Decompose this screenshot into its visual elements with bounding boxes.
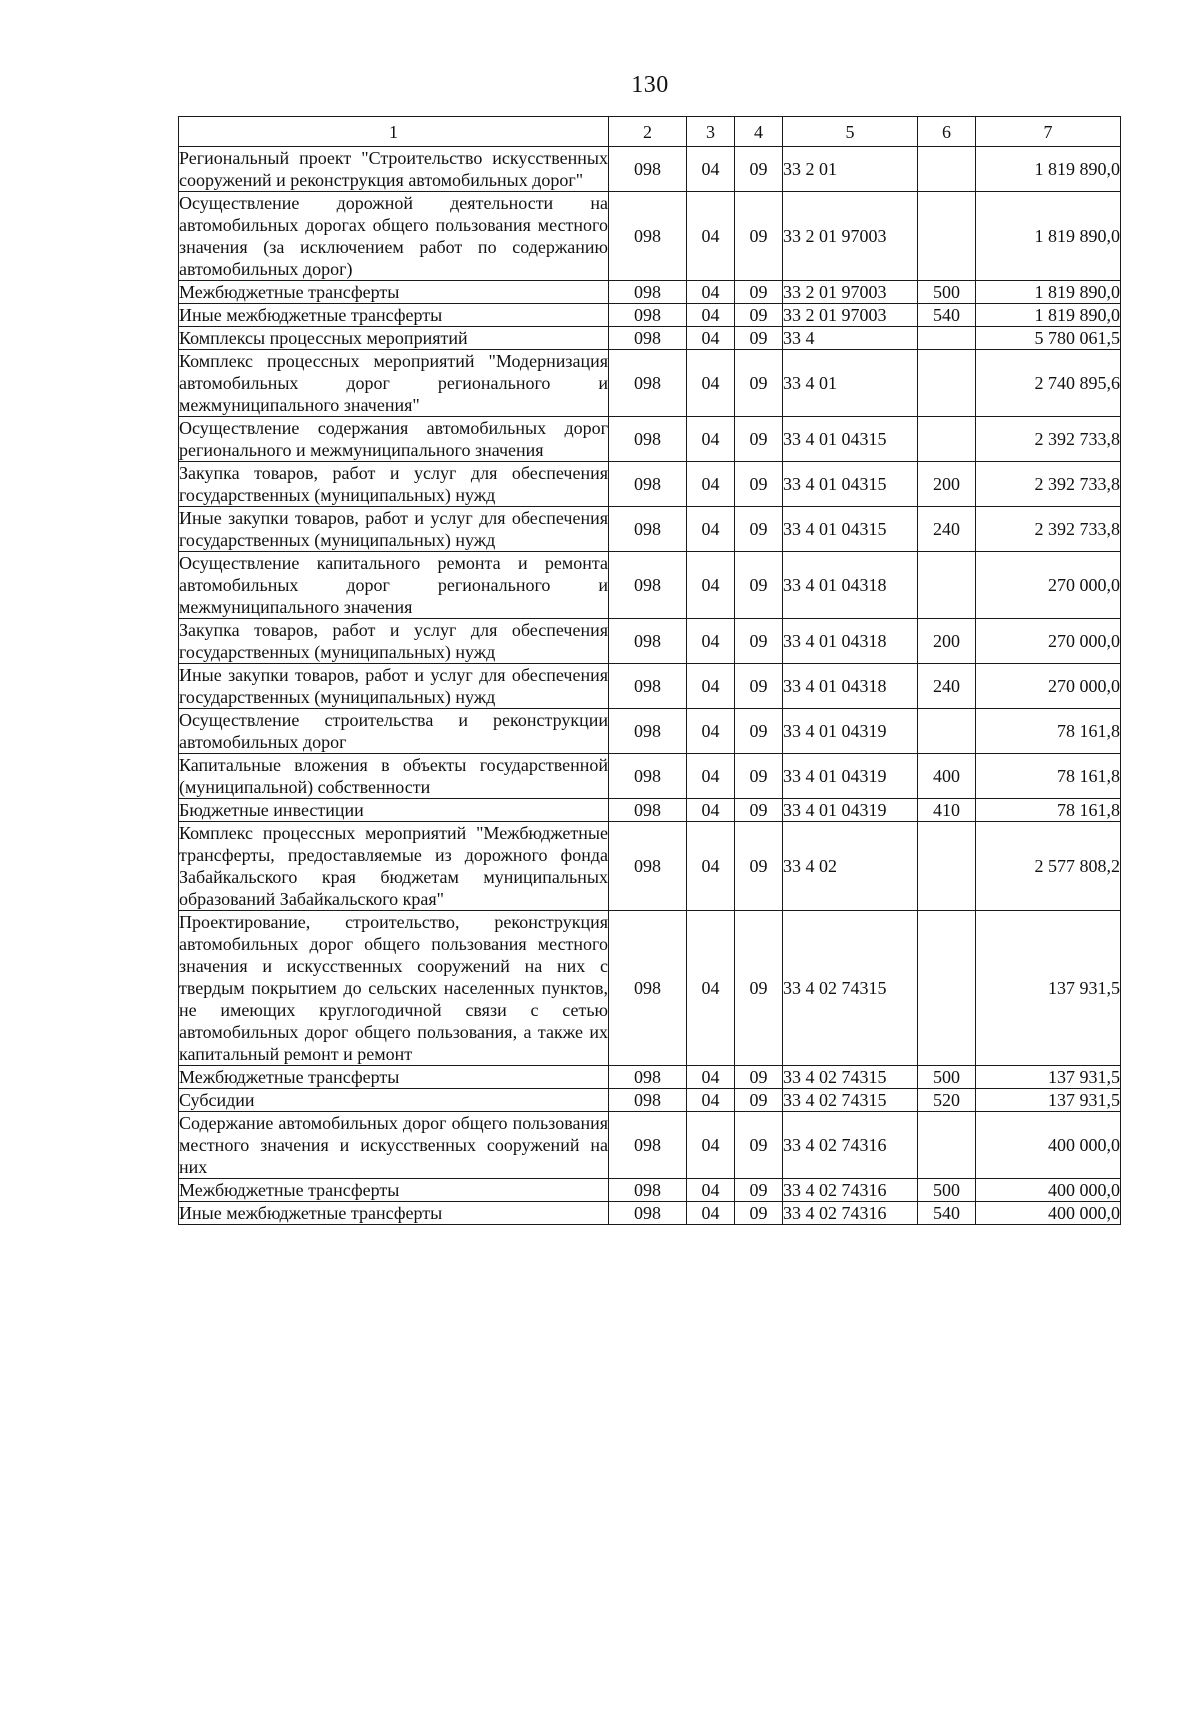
ministry-code-cell: 098	[609, 1202, 687, 1225]
target-article-cell: 33 4 02	[783, 822, 918, 911]
ministry-code-cell: 098	[609, 619, 687, 664]
target-article-cell: 33 4 01 04318	[783, 664, 918, 709]
item-name-cell: Иные закупки товаров, работ и услуг для обеспечения государственных (муниципальных) нужд	[179, 508, 608, 550]
expense-type-cell	[918, 417, 976, 462]
expense-type-cell: 400	[918, 754, 976, 799]
table-row	[179, 552, 1121, 619]
column-number-row	[179, 117, 1121, 147]
target-article-cell: 33 2 01 97003	[783, 192, 918, 281]
column-header: 7	[976, 117, 1121, 147]
ministry-code-cell: 098	[609, 350, 687, 417]
ministry-code-cell: 098	[609, 1089, 687, 1112]
subsection-code-cell: 09	[735, 350, 783, 417]
item-name-cell: Комплекс процессных мероприятий "Модернизация автомобильных дорог регионального и межмуниципального значения"	[179, 351, 608, 415]
column-header: 2	[609, 117, 687, 147]
expense-type-cell: 520	[918, 1089, 976, 1112]
ministry-code-cell: 098	[609, 327, 687, 350]
section-code-cell: 04	[687, 304, 735, 327]
subsection-code-cell: 09	[735, 911, 783, 1066]
table-row	[179, 192, 1121, 281]
expense-type-cell: 500	[918, 1066, 976, 1089]
section-code-cell: 04	[687, 417, 735, 462]
expense-type-cell: 240	[918, 507, 976, 552]
subsection-code-cell: 09	[735, 462, 783, 507]
target-article-cell: 33 4 02 74315	[783, 911, 918, 1066]
expense-type-cell	[918, 709, 976, 754]
item-name-cell: Проектирование, строительство, реконструкция автомобильных дорог общего пользования местного значения и искусственных сооружений на них с твердым покрытием до сельских населенных пунктов, не имеющих круглогодичной связи с сетью автомобильных дорог общего пользования, а также их капитальный ремонт и ремонт	[179, 912, 608, 1064]
subsection-code-cell: 09	[735, 799, 783, 822]
item-name-cell: Межбюджетные трансферты	[179, 1066, 609, 1089]
expense-type-cell: 240	[918, 664, 976, 709]
amount-cell: 137 931,5	[976, 1066, 1121, 1089]
table-row	[179, 417, 1121, 462]
table-row	[179, 327, 1121, 350]
expense-type-cell: 200	[918, 619, 976, 664]
subsection-code-cell: 09	[735, 327, 783, 350]
table-row	[179, 507, 1121, 552]
table-row	[179, 911, 1121, 1066]
expense-type-cell	[918, 147, 976, 192]
subsection-code-cell: 09	[735, 281, 783, 304]
ministry-code-cell: 098	[609, 552, 687, 619]
subsection-code-cell: 09	[735, 147, 783, 192]
target-article-cell: 33 4 01 04319	[783, 754, 918, 799]
item-name-cell: Осуществление дорожной деятельности на автомобильных дорогах общего пользования местного значения (за исключением работ по содержанию автомобильных дорог)	[179, 193, 608, 279]
table-row	[179, 1066, 1121, 1089]
section-code-cell: 04	[687, 664, 735, 709]
target-article-cell: 33 4 02 74316	[783, 1179, 918, 1202]
target-article-cell: 33 4 01 04315	[783, 462, 918, 507]
subsection-code-cell: 09	[735, 1066, 783, 1089]
item-name-cell: Межбюджетные трансферты	[179, 281, 609, 304]
ministry-code-cell: 098	[609, 1179, 687, 1202]
expense-type-cell: 500	[918, 281, 976, 304]
item-name-cell: Осуществление капитального ремонта и ремонта автомобильных дорог регионального и межмуниципального значения	[179, 553, 608, 617]
table-row	[179, 304, 1121, 327]
section-code-cell: 04	[687, 1202, 735, 1225]
expense-type-cell	[918, 192, 976, 281]
item-name-cell: Межбюджетные трансферты	[179, 1179, 609, 1202]
ministry-code-cell: 098	[609, 281, 687, 304]
ministry-code-cell: 098	[609, 911, 687, 1066]
amount-cell: 78 161,8	[976, 754, 1121, 799]
section-code-cell: 04	[687, 552, 735, 619]
subsection-code-cell: 09	[735, 507, 783, 552]
ministry-code-cell: 098	[609, 507, 687, 552]
section-code-cell: 04	[687, 327, 735, 350]
target-article-cell: 33 4 02 74316	[783, 1112, 918, 1179]
section-code-cell: 04	[687, 1089, 735, 1112]
item-name-cell: Закупка товаров, работ и услуг для обеспечения государственных (муниципальных) нужд	[179, 463, 608, 505]
item-name-cell: Комплекс процессных мероприятий "Межбюджетные трансферты, предоставляемые из дорожного фонда Забайкальского края бюджетам муниципальных образований Забайкальского края"	[179, 823, 608, 909]
section-code-cell: 04	[687, 350, 735, 417]
subsection-code-cell: 09	[735, 709, 783, 754]
target-article-cell: 33 4 01 04319	[783, 709, 918, 754]
ministry-code-cell: 098	[609, 147, 687, 192]
section-code-cell: 04	[687, 754, 735, 799]
amount-cell: 1 819 890,0	[976, 304, 1121, 327]
amount-cell: 5 780 061,5	[976, 327, 1121, 350]
expense-type-cell: 540	[918, 1202, 976, 1225]
ministry-code-cell: 098	[609, 1066, 687, 1089]
expense-type-cell: 410	[918, 799, 976, 822]
budget-table	[178, 116, 1121, 1225]
target-article-cell: 33 4 02 74315	[783, 1089, 918, 1112]
section-code-cell: 04	[687, 281, 735, 304]
subsection-code-cell: 09	[735, 619, 783, 664]
section-code-cell: 04	[687, 911, 735, 1066]
ministry-code-cell: 098	[609, 417, 687, 462]
item-name-cell: Содержание автомобильных дорог общего пользования местного значения и искусственных сооружений на них	[179, 1113, 608, 1177]
amount-cell: 2 392 733,8	[976, 462, 1121, 507]
table-row	[179, 1179, 1121, 1202]
item-name-cell: Субсидии	[179, 1089, 609, 1112]
target-article-cell: 33 4 01 04315	[783, 507, 918, 552]
target-article-cell: 33 4 02 74316	[783, 1202, 918, 1225]
expense-type-cell	[918, 350, 976, 417]
expense-type-cell	[918, 552, 976, 619]
table-row	[179, 709, 1121, 754]
item-name-cell: Капитальные вложения в объекты государственной (муниципальной) собственности	[179, 755, 608, 797]
subsection-code-cell: 09	[735, 552, 783, 619]
expense-type-cell: 540	[918, 304, 976, 327]
subsection-code-cell: 09	[735, 664, 783, 709]
ministry-code-cell: 098	[609, 462, 687, 507]
expense-type-cell	[918, 911, 976, 1066]
column-header: 3	[687, 117, 735, 147]
amount-cell: 1 819 890,0	[976, 192, 1121, 281]
target-article-cell: 33 4 01	[783, 350, 918, 417]
section-code-cell: 04	[687, 709, 735, 754]
section-code-cell: 04	[687, 1066, 735, 1089]
expense-type-cell	[918, 822, 976, 911]
target-article-cell: 33 4 01 04319	[783, 799, 918, 822]
table-row	[179, 799, 1121, 822]
target-article-cell: 33 4	[783, 327, 918, 350]
amount-cell: 2 577 808,2	[976, 822, 1121, 911]
column-header: 1	[179, 117, 609, 147]
amount-cell: 270 000,0	[976, 664, 1121, 709]
section-code-cell: 04	[687, 192, 735, 281]
section-code-cell: 04	[687, 507, 735, 552]
subsection-code-cell: 09	[735, 1179, 783, 1202]
ministry-code-cell: 098	[609, 192, 687, 281]
item-name-cell: Осуществление строительства и реконструкции автомобильных дорог	[179, 710, 608, 752]
amount-cell: 2 392 733,8	[976, 507, 1121, 552]
target-article-cell: 33 4 01 04315	[783, 417, 918, 462]
section-code-cell: 04	[687, 462, 735, 507]
amount-cell: 2 392 733,8	[976, 417, 1121, 462]
amount-cell: 2 740 895,6	[976, 350, 1121, 417]
table-row	[179, 754, 1121, 799]
subsection-code-cell: 09	[735, 1112, 783, 1179]
section-code-cell: 04	[687, 799, 735, 822]
target-article-cell: 33 2 01	[783, 147, 918, 192]
column-header: 6	[918, 117, 976, 147]
section-code-cell: 04	[687, 1179, 735, 1202]
amount-cell: 137 931,5	[976, 1089, 1121, 1112]
amount-cell: 137 931,5	[976, 911, 1121, 1066]
section-code-cell: 04	[687, 822, 735, 911]
amount-cell: 1 819 890,0	[976, 147, 1121, 192]
section-code-cell: 04	[687, 147, 735, 192]
amount-cell: 400 000,0	[976, 1179, 1121, 1202]
subsection-code-cell: 09	[735, 754, 783, 799]
amount-cell: 400 000,0	[976, 1202, 1121, 1225]
target-article-cell: 33 4 02 74315	[783, 1066, 918, 1089]
ministry-code-cell: 098	[609, 664, 687, 709]
section-code-cell: 04	[687, 619, 735, 664]
amount-cell: 400 000,0	[976, 1112, 1121, 1179]
ministry-code-cell: 098	[609, 304, 687, 327]
ministry-code-cell: 098	[609, 1112, 687, 1179]
expense-type-cell	[918, 1112, 976, 1179]
item-name-cell: Бюджетные инвестиции	[179, 799, 609, 822]
section-code-cell: 04	[687, 1112, 735, 1179]
amount-cell: 78 161,8	[976, 709, 1121, 754]
table-row	[179, 462, 1121, 507]
subsection-code-cell: 09	[735, 1089, 783, 1112]
item-name-cell: Закупка товаров, работ и услуг для обеспечения государственных (муниципальных) нужд	[179, 620, 608, 662]
table-row	[179, 1112, 1121, 1179]
amount-cell: 270 000,0	[976, 619, 1121, 664]
page-number: 130	[631, 72, 669, 98]
target-article-cell: 33 4 01 04318	[783, 619, 918, 664]
item-name-cell: Региональный проект "Строительство искусственных сооружений и реконструкция автомобильных дорог"	[179, 148, 608, 190]
item-name-cell: Иные межбюджетные трансферты	[179, 304, 609, 327]
table-row	[179, 1202, 1121, 1225]
table-row	[179, 1089, 1121, 1112]
subsection-code-cell: 09	[735, 822, 783, 911]
ministry-code-cell: 098	[609, 799, 687, 822]
column-header: 5	[783, 117, 918, 147]
item-name-cell: Иные закупки товаров, работ и услуг для обеспечения государственных (муниципальных) нужд	[179, 665, 608, 707]
subsection-code-cell: 09	[735, 1202, 783, 1225]
ministry-code-cell: 098	[609, 822, 687, 911]
amount-cell: 1 819 890,0	[976, 281, 1121, 304]
ministry-code-cell: 098	[609, 709, 687, 754]
subsection-code-cell: 09	[735, 192, 783, 281]
item-name-cell: Комплексы процессных мероприятий	[179, 327, 609, 350]
target-article-cell: 33 4 01 04318	[783, 552, 918, 619]
item-name-cell: Иные межбюджетные трансферты	[179, 1202, 609, 1225]
table-row	[179, 147, 1121, 192]
subsection-code-cell: 09	[735, 304, 783, 327]
table-row	[179, 350, 1121, 417]
subsection-code-cell: 09	[735, 417, 783, 462]
target-article-cell: 33 2 01 97003	[783, 304, 918, 327]
table-row	[179, 822, 1121, 911]
expense-type-cell	[918, 327, 976, 350]
column-header: 4	[735, 117, 783, 147]
amount-cell: 78 161,8	[976, 799, 1121, 822]
expense-type-cell: 500	[918, 1179, 976, 1202]
table-row	[179, 281, 1121, 304]
table-row	[179, 619, 1121, 664]
expense-type-cell: 200	[918, 462, 976, 507]
ministry-code-cell: 098	[609, 754, 687, 799]
table-row	[179, 664, 1121, 709]
amount-cell: 270 000,0	[976, 552, 1121, 619]
target-article-cell: 33 2 01 97003	[783, 281, 918, 304]
item-name-cell: Осуществление содержания автомобильных дорог регионального и межмуниципального значения	[179, 418, 608, 460]
